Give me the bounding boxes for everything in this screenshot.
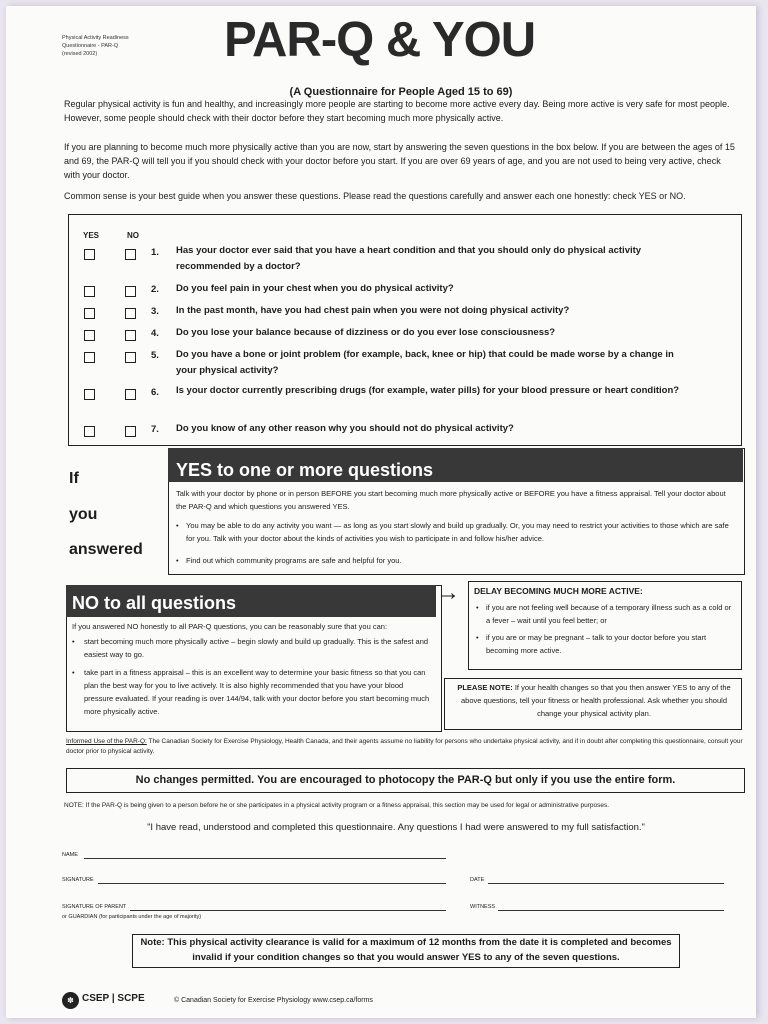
question-text: Do you know of any other reason why you should not do physical activity? — [176, 423, 514, 434]
meta-line: (revised 2002) — [62, 51, 98, 57]
bullet: • — [72, 668, 75, 677]
question-number: 5. — [151, 350, 159, 361]
yes-section-intro: Talk with your doctor by phone or in person BEFORE you start becoming much more physically active or BEFORE you have a fitness appraisal. Tell your doctor about the PAR-Q and which questions you answered YES. — [176, 489, 726, 511]
q7-no-checkbox[interactable] — [125, 426, 136, 437]
yes-section-bullet-1: You may be able to do any activity you want — as long as you start slowly and build up gradually. Or, you may need to restrict your activities to those which are safe for you. Talk with your doctor about the kinds of activities you wish to participate in and follow his/her advice. — [186, 521, 729, 543]
question-number: 4. — [151, 328, 159, 339]
intro-paragraph-3: Common sense is your best guide when you answer these questions. Please read the questions carefully and answer each one honestly: check YES or NO. — [64, 191, 686, 201]
bullet: • — [476, 603, 479, 612]
csep-logo-text: CSEP | SCPE — [82, 993, 145, 1004]
bullet: • — [476, 633, 479, 642]
intro-paragraph-1: Regular physical activity is fun and healthy, and increasingly more people are starting to become more active every day. Being more active is very safe for most people. However, some people should check with their doctor before they start becoming much more physically active. — [64, 99, 730, 123]
bullet: • — [176, 556, 179, 565]
q3-no-checkbox[interactable] — [125, 308, 136, 319]
question-text: Has your doctor ever said that you have a heart condition and that you should only do physical activity recommended by a doctor? — [176, 245, 642, 272]
no-section-title: NO to all questions — [72, 593, 237, 613]
yes-column-header: YES — [83, 231, 100, 240]
questionnaire-page — [6, 6, 756, 1018]
please-note-text — [452, 681, 736, 720]
q6-yes-checkbox[interactable] — [84, 389, 95, 400]
question-text: Is your doctor currently prescribing drugs (for example, water pills) for your blood pressure or heart condition? — [176, 385, 680, 396]
declaration: "I have read, understood and completed this questionnaire. Any questions I had were answered to my full satisfaction." — [147, 822, 645, 833]
answered-word: answered — [69, 541, 143, 558]
q5-yes-checkbox[interactable] — [84, 352, 95, 363]
clearance-note-text: This physical activity clearance is valid for a maximum of 12 months from the date it is completed and becomes invalid if your condition changes so that you would answer YES to any of the seven questions. — [167, 937, 672, 963]
question-text: In the past month, have you had chest pain when you were not doing physical activity? — [176, 305, 570, 316]
please-note-body: If your health changes so that you then answer YES to any of the above questions, tell your fitness or health professional. Ask whether you should change your physical activity plan. — [461, 683, 731, 718]
if-word: If — [69, 470, 79, 487]
legal-note: NOTE: If the PAR-Q is being given to a person before he or she participates in a physical activity program or a fitness appraisal, this section may be used for legal or administrative purposes. — [64, 802, 610, 809]
no-section-intro: If you answered NO honestly to all PAR-Q questions, you can be reasonably sure that you can: — [72, 622, 388, 631]
q1-no-checkbox[interactable] — [125, 249, 136, 260]
name-field[interactable] — [84, 857, 446, 859]
intro-paragraph-2: If you are planning to become much more physically active than you are now, start by answering the seven questions in the box below. If you are between the ages of 15 and 69, the PAR-Q will tell you if you should check with your doctor before you start. If you are over 69 years of age, and you are not used to being very active, check with your doctor. — [64, 142, 735, 180]
copyright: © Canadian Society for Exercise Physiology www.csep.ca/forms — [174, 997, 373, 1004]
question-number: 3. — [151, 306, 159, 317]
guardian-label: or GUARDIAN (for participants under the age of majority) — [62, 914, 202, 920]
q6-no-checkbox[interactable] — [125, 389, 136, 400]
no-section-header — [66, 585, 436, 617]
you-word: you — [69, 506, 98, 523]
delay-title: DELAY BECOMING MUCH MORE ACTIVE: — [474, 586, 643, 596]
clearance-note-label: Note: — [140, 937, 165, 948]
signature-field[interactable] — [98, 882, 446, 884]
q7-yes-checkbox[interactable] — [84, 426, 95, 437]
signature-label: SIGNATURE — [62, 877, 94, 883]
question-text: Do you lose your balance because of dizziness or do you ever lose consciousness? — [176, 327, 556, 338]
clearance-note-box — [132, 934, 680, 968]
question-number: 2. — [151, 284, 159, 295]
question-text: Do you have a bone or joint problem (for example, back, knee or hip) that could be made worse by a change in your physical activity? — [176, 349, 674, 376]
q2-no-checkbox[interactable] — [125, 286, 136, 297]
informed-use-text: The Canadian Society for Exercise Physiology, Health Canada, and their agents assume no liability for persons who undertake physical activity, and if in doubt after completing this questionnaire, consult your doctor prior to physical activity. — [66, 738, 743, 755]
yes-section-title: YES to one or more questions — [176, 460, 434, 480]
no-section-bullet-2: take part in a fitness appraisal – this is an excellent way to determine your basic fitness so that you can plan the best way for you to live actively. It is also highly recommended that you have your blood pressure evaluated. If your reading is over 144/94, talk with your doctor before you start becoming much more physically active. — [84, 668, 430, 716]
question-number: 1. — [151, 247, 159, 258]
question-number: 7. — [151, 424, 159, 435]
parent-signature-field[interactable] — [130, 909, 446, 911]
please-note-label: PLEASE NOTE: — [457, 683, 513, 692]
meta-line: Physical Activity Readiness — [62, 35, 129, 41]
q1-yes-checkbox[interactable] — [84, 249, 95, 260]
date-label: DATE — [470, 877, 485, 883]
name-label: NAME — [62, 852, 78, 858]
parent-signature-label: SIGNATURE OF PARENT — [62, 904, 127, 910]
page-title: PAR-Q & YOU — [224, 13, 536, 67]
form-meta — [62, 34, 129, 58]
bullet: • — [72, 637, 75, 646]
no-column-header: NO — [127, 231, 139, 240]
arrow-right-icon: → — [436, 579, 460, 606]
witness-label: WITNESS — [470, 904, 496, 910]
yes-section-header — [168, 448, 743, 482]
meta-line: Questionnaire - PAR-Q — [62, 43, 119, 49]
q5-no-checkbox[interactable] — [125, 352, 136, 363]
q4-yes-checkbox[interactable] — [84, 330, 95, 341]
page-subtitle: (A Questionnaire for People Aged 15 to 69) — [289, 86, 513, 98]
witness-field[interactable] — [498, 909, 724, 911]
q4-no-checkbox[interactable] — [125, 330, 136, 341]
informed-use — [66, 737, 746, 757]
date-field[interactable] — [488, 882, 724, 884]
csep-logo-icon: ✽ — [62, 992, 79, 1009]
question-text: Do you feel pain in your chest when you do physical activity? — [176, 283, 454, 294]
no-section-bullet-1: start becoming much more physically active – begin slowly and build up gradually. This is the safest and easiest way to go. — [84, 637, 429, 659]
bullet: • — [176, 521, 179, 530]
question-number: 6. — [151, 387, 159, 398]
q2-yes-checkbox[interactable] — [84, 286, 95, 297]
delay-bullet-2: if you are or may be pregnant – talk to your doctor before you start becoming more active. — [486, 633, 707, 655]
yes-section-bullet-2: Find out which community programs are safe and helpful for you. — [186, 556, 402, 565]
delay-bullet-1: if you are not feeling well because of a temporary illness such as a cold or a fever – wait until you feel better; or — [486, 603, 732, 625]
informed-use-label: Informed Use of the PAR-Q: — [66, 738, 147, 745]
q3-yes-checkbox[interactable] — [84, 308, 95, 319]
no-changes-banner: No changes permitted. You are encouraged to photocopy the PAR-Q but only if you use the entire form. — [66, 768, 745, 793]
